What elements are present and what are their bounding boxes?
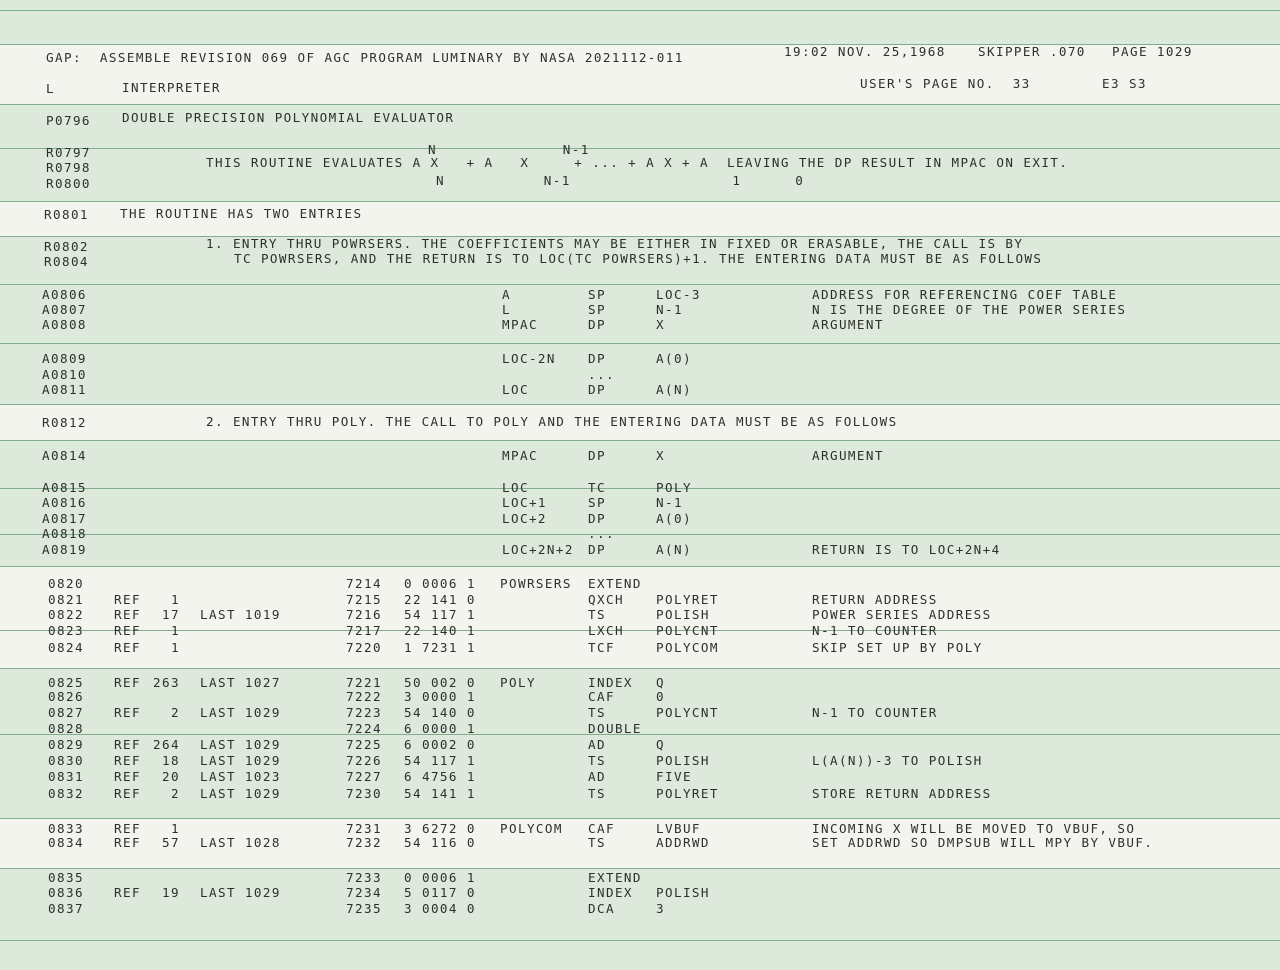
line-number: 0836 xyxy=(48,885,84,900)
operand-field: FIVE xyxy=(656,769,692,784)
comment-field: STORE RETURN ADDRESS xyxy=(812,786,992,801)
address-field: 7217 xyxy=(346,623,382,638)
operand-field: LVBUF xyxy=(656,821,701,836)
ref-count: 2 xyxy=(171,705,180,720)
address-field: 7221 xyxy=(346,675,382,690)
opcode-field: EXTEND xyxy=(588,576,642,591)
line-number: 0828 xyxy=(48,721,84,736)
octal-word: 50 002 0 xyxy=(404,675,476,690)
address-field: 7225 xyxy=(346,737,382,752)
octal-word: 6 0002 0 xyxy=(404,737,476,752)
line-number: 0822 xyxy=(48,607,84,622)
operand-field: A(0) xyxy=(656,511,692,526)
label-field: POLYCOM xyxy=(500,821,563,836)
location-field: MPAC xyxy=(502,448,538,463)
octal-word: 54 117 1 xyxy=(404,753,476,768)
operand-field: POLYCNT xyxy=(656,705,719,720)
line-number: A0809 xyxy=(42,351,87,366)
opcode-field: DP xyxy=(588,382,606,397)
opcode-field: EXTEND xyxy=(588,870,642,885)
comment-field: ARGUMENT xyxy=(812,448,884,463)
opcode-field: INDEX xyxy=(588,675,633,690)
address-field: 7230 xyxy=(346,786,382,801)
operand-field: POLYCOM xyxy=(656,640,719,655)
comment-field: N-1 TO COUNTER xyxy=(812,623,938,638)
comment-field: RETURN IS TO LOC+2N+4 xyxy=(812,542,1001,557)
octal-word: 0 0006 1 xyxy=(404,576,476,591)
type-code: L xyxy=(46,81,55,96)
ref-count: 1 xyxy=(171,623,180,638)
location-field: LOC xyxy=(502,382,529,397)
line-number: R0801 xyxy=(44,207,89,222)
line-number: 0825 xyxy=(48,675,84,690)
operand-field: A(0) xyxy=(656,351,692,366)
last-ref: LAST 1029 xyxy=(200,753,281,768)
octal-word: 1 7231 1 xyxy=(404,640,476,655)
ref-count: 264 xyxy=(153,737,180,752)
comment-field: ARGUMENT xyxy=(812,317,884,332)
line-number: 0837 xyxy=(48,901,84,916)
opcode-field: LXCH xyxy=(588,623,624,638)
opcode-field: CAF xyxy=(588,689,615,704)
ref-count: 1 xyxy=(171,640,180,655)
operand-field: 0 xyxy=(656,689,665,704)
address-field: 7223 xyxy=(346,705,382,720)
green-band xyxy=(0,440,1280,566)
opcode-field: SP xyxy=(588,287,606,302)
line-number: 0829 xyxy=(48,737,84,752)
ref-count: 2 xyxy=(171,786,180,801)
location-field: LOC-2N xyxy=(502,351,556,366)
octal-word: 54 116 0 xyxy=(404,835,476,850)
ref-count: 1 xyxy=(171,592,180,607)
line-number: A0814 xyxy=(42,448,87,463)
octal-word: 6 0000 1 xyxy=(404,721,476,736)
line-number: A0816 xyxy=(42,495,87,510)
location-field: MPAC xyxy=(502,317,538,332)
opcode-field: TS xyxy=(588,835,606,850)
comment-field: SET ADDRWD SO DMPSUB WILL MPY BY VBUF. xyxy=(812,835,1154,850)
location-field: LOC+2N+2 xyxy=(502,542,574,557)
last-ref: LAST 1029 xyxy=(200,885,281,900)
operand-field: N-1 xyxy=(656,495,683,510)
ref-count: 20 xyxy=(162,769,180,784)
ref-label: REF xyxy=(114,821,141,836)
opcode-field: TCF xyxy=(588,640,615,655)
location-field: LOC xyxy=(502,480,529,495)
opcode-field: TS xyxy=(588,753,606,768)
ref-label: REF xyxy=(114,835,141,850)
assembly-title: GAP: ASSEMBLE REVISION 069 OF AGC PROGRAM LUMINARY BY NASA 2021112-011 xyxy=(46,50,684,65)
operand-field: LOC-3 xyxy=(656,287,701,302)
operand-field: POLISH xyxy=(656,607,710,622)
operand-field: ADDRWD xyxy=(656,835,710,850)
line-number: 0834 xyxy=(48,835,84,850)
last-ref: LAST 1029 xyxy=(200,737,281,752)
operand-field: Q xyxy=(656,737,665,752)
line-number: 0835 xyxy=(48,870,84,885)
line-number: A0808 xyxy=(42,317,87,332)
opcode-field: AD xyxy=(588,769,606,784)
line-number: 0823 xyxy=(48,623,84,638)
comment-field: RETURN ADDRESS xyxy=(812,592,938,607)
line-number: 0833 xyxy=(48,821,84,836)
operand-field: POLISH xyxy=(656,885,710,900)
opcode-field: TC xyxy=(588,480,606,495)
line-number: A0806 xyxy=(42,287,87,302)
octal-word: 3 6272 0 xyxy=(404,821,476,836)
line-number: 0826 xyxy=(48,689,84,704)
octal-word: 3 0000 1 xyxy=(404,689,476,704)
octal-word: 54 140 0 xyxy=(404,705,476,720)
address-field: 7233 xyxy=(346,870,382,885)
comment-field: SKIP SET UP BY POLY xyxy=(812,640,983,655)
octal-word: 6 4756 1 xyxy=(404,769,476,784)
ref-label: REF xyxy=(114,640,141,655)
remark-text: THE ROUTINE HAS TWO ENTRIES xyxy=(120,206,363,221)
last-ref: LAST 1028 xyxy=(200,835,281,850)
users-page-number: USER'S PAGE NO. 33 xyxy=(860,76,1031,91)
address-field: 7215 xyxy=(346,592,382,607)
remark-subscript: N N-1 1 0 xyxy=(436,173,805,188)
ref-count: 263 xyxy=(153,675,180,690)
green-band xyxy=(0,668,1280,818)
last-ref: LAST 1027 xyxy=(200,675,281,690)
ref-label: REF xyxy=(114,623,141,638)
last-ref: LAST 1029 xyxy=(200,705,281,720)
ref-count: 57 xyxy=(162,835,180,850)
line-number: A0815 xyxy=(42,480,87,495)
line-number: R0798 xyxy=(46,160,91,175)
ref-label: REF xyxy=(114,769,141,784)
line-number: A0819 xyxy=(42,542,87,557)
opcode-field: DP xyxy=(588,542,606,557)
green-band xyxy=(0,0,1280,44)
operand-field: A(N) xyxy=(656,382,692,397)
comment-field: ADDRESS FOR REFERENCING COEF TABLE xyxy=(812,287,1118,302)
octal-word: 22 140 1 xyxy=(404,623,476,638)
octal-word: 3 0004 0 xyxy=(404,901,476,916)
octal-word: 5 0117 0 xyxy=(404,885,476,900)
operand-field: 3 xyxy=(656,901,665,916)
ref-count: 19 xyxy=(162,885,180,900)
operand-field: POLYCNT xyxy=(656,623,719,638)
octal-word: 54 141 1 xyxy=(404,786,476,801)
opcode-field: DP xyxy=(588,511,606,526)
remark-text: THIS ROUTINE EVALUATES A X + A X + ... + A X + A LEAVING THE DP RESULT IN MPAC ON EXIT. xyxy=(206,155,1069,170)
ref-label: REF xyxy=(114,705,141,720)
print-timestamp: 19:02 NOV. 25,1968 xyxy=(784,44,946,59)
operand-field: X xyxy=(656,317,665,332)
location-field: L xyxy=(502,302,511,317)
page-number: PAGE 1029 xyxy=(1112,44,1193,59)
section-title: INTERPRETER xyxy=(122,80,221,95)
opcode-field: AD xyxy=(588,737,606,752)
skipper-version: SKIPPER .070 xyxy=(978,44,1086,59)
ref-label: REF xyxy=(114,786,141,801)
section-code: E3 S3 xyxy=(1102,76,1147,91)
remark-text: TC POWRSERS, AND THE RETURN IS TO LOC(TC POWRSERS)+1. THE ENTERING DATA MUST BE AS FOLLOWS xyxy=(234,251,1043,266)
opcode-field: ... xyxy=(588,367,615,382)
ref-label: REF xyxy=(114,607,141,622)
operand-field: X xyxy=(656,448,665,463)
ref-label: REF xyxy=(114,592,141,607)
ref-count: 1 xyxy=(171,821,180,836)
comment-field: N IS THE DEGREE OF THE POWER SERIES xyxy=(812,302,1127,317)
operand-field: POLYRET xyxy=(656,592,719,607)
octal-word: 22 141 0 xyxy=(404,592,476,607)
line-number: 0832 xyxy=(48,786,84,801)
address-field: 7231 xyxy=(346,821,382,836)
opcode-field: ... xyxy=(588,526,615,541)
line-number: 0830 xyxy=(48,753,84,768)
opcode-field: TS xyxy=(588,607,606,622)
line-number: 0827 xyxy=(48,705,84,720)
line-number: 0820 xyxy=(48,576,84,591)
opcode-field: QXCH xyxy=(588,592,624,607)
line-number: A0818 xyxy=(42,526,87,541)
opcode-field: TS xyxy=(588,786,606,801)
comment-field: POWER SERIES ADDRESS xyxy=(812,607,992,622)
address-field: 7235 xyxy=(346,901,382,916)
location-field: A xyxy=(502,287,511,302)
line-number: R0812 xyxy=(42,415,87,430)
line-number: R0797 xyxy=(46,145,91,160)
location-field: LOC+2 xyxy=(502,511,547,526)
last-ref: LAST 1019 xyxy=(200,607,281,622)
opcode-field: DP xyxy=(588,317,606,332)
comment-field: N-1 TO COUNTER xyxy=(812,705,938,720)
address-field: 7216 xyxy=(346,607,382,622)
opcode-field: DP xyxy=(588,351,606,366)
comment-field: L(A(N))-3 TO POLISH xyxy=(812,753,983,768)
line-number: R0802 xyxy=(44,239,89,254)
remark-text: DOUBLE PRECISION POLYNOMIAL EVALUATOR xyxy=(122,110,455,125)
ref-count: 18 xyxy=(162,753,180,768)
line-number: R0804 xyxy=(44,254,89,269)
ref-label: REF xyxy=(114,753,141,768)
ref-label: REF xyxy=(114,737,141,752)
octal-word: 0 0006 1 xyxy=(404,870,476,885)
address-field: 7226 xyxy=(346,753,382,768)
opcode-field: SP xyxy=(588,495,606,510)
operand-field: POLISH xyxy=(656,753,710,768)
remark-text: 1. ENTRY THRU POWRSERS. THE COEFFICIENTS MAY BE EITHER IN FIXED OR ERASABLE, THE CALL IS BY xyxy=(206,236,1024,251)
opcode-field: TS xyxy=(588,705,606,720)
octal-word: 54 117 1 xyxy=(404,607,476,622)
opcode-field: DP xyxy=(588,448,606,463)
address-field: 7232 xyxy=(346,835,382,850)
remark-text: 2. ENTRY THRU POLY. THE CALL TO POLY AND THE ENTERING DATA MUST BE AS FOLLOWS xyxy=(206,414,898,429)
opcode-field: DOUBLE xyxy=(588,721,642,736)
comment-field: INCOMING X WILL BE MOVED TO VBUF, SO xyxy=(812,821,1136,836)
line-number: P0796 xyxy=(46,113,91,128)
line-number: 0821 xyxy=(48,592,84,607)
address-field: 7214 xyxy=(346,576,382,591)
ref-count: 17 xyxy=(162,607,180,622)
opcode-field: INDEX xyxy=(588,885,633,900)
operand-field: A(N) xyxy=(656,542,692,557)
address-field: 7227 xyxy=(346,769,382,784)
last-ref: LAST 1029 xyxy=(200,786,281,801)
address-field: 7220 xyxy=(346,640,382,655)
opcode-field: CAF xyxy=(588,821,615,836)
operand-field: N-1 xyxy=(656,302,683,317)
opcode-field: DCA xyxy=(588,901,615,916)
line-number: A0817 xyxy=(42,511,87,526)
line-number: A0810 xyxy=(42,367,87,382)
ref-label: REF xyxy=(114,675,141,690)
line-number: 0831 xyxy=(48,769,84,784)
line-number: R0800 xyxy=(46,176,91,191)
line-number: A0811 xyxy=(42,382,87,397)
operand-field: POLY xyxy=(656,480,692,495)
line-number: A0807 xyxy=(42,302,87,317)
opcode-field: SP xyxy=(588,302,606,317)
line-number: 0824 xyxy=(48,640,84,655)
operand-field: POLYRET xyxy=(656,786,719,801)
address-field: 7224 xyxy=(346,721,382,736)
operand-field: Q xyxy=(656,675,665,690)
label-field: POWRSERS xyxy=(500,576,572,591)
location-field: LOC+1 xyxy=(502,495,547,510)
label-field: POLY xyxy=(500,675,536,690)
remark-superscript: N N-1 xyxy=(428,142,590,157)
address-field: 7222 xyxy=(346,689,382,704)
ref-label: REF xyxy=(114,885,141,900)
address-field: 7234 xyxy=(346,885,382,900)
last-ref: LAST 1023 xyxy=(200,769,281,784)
